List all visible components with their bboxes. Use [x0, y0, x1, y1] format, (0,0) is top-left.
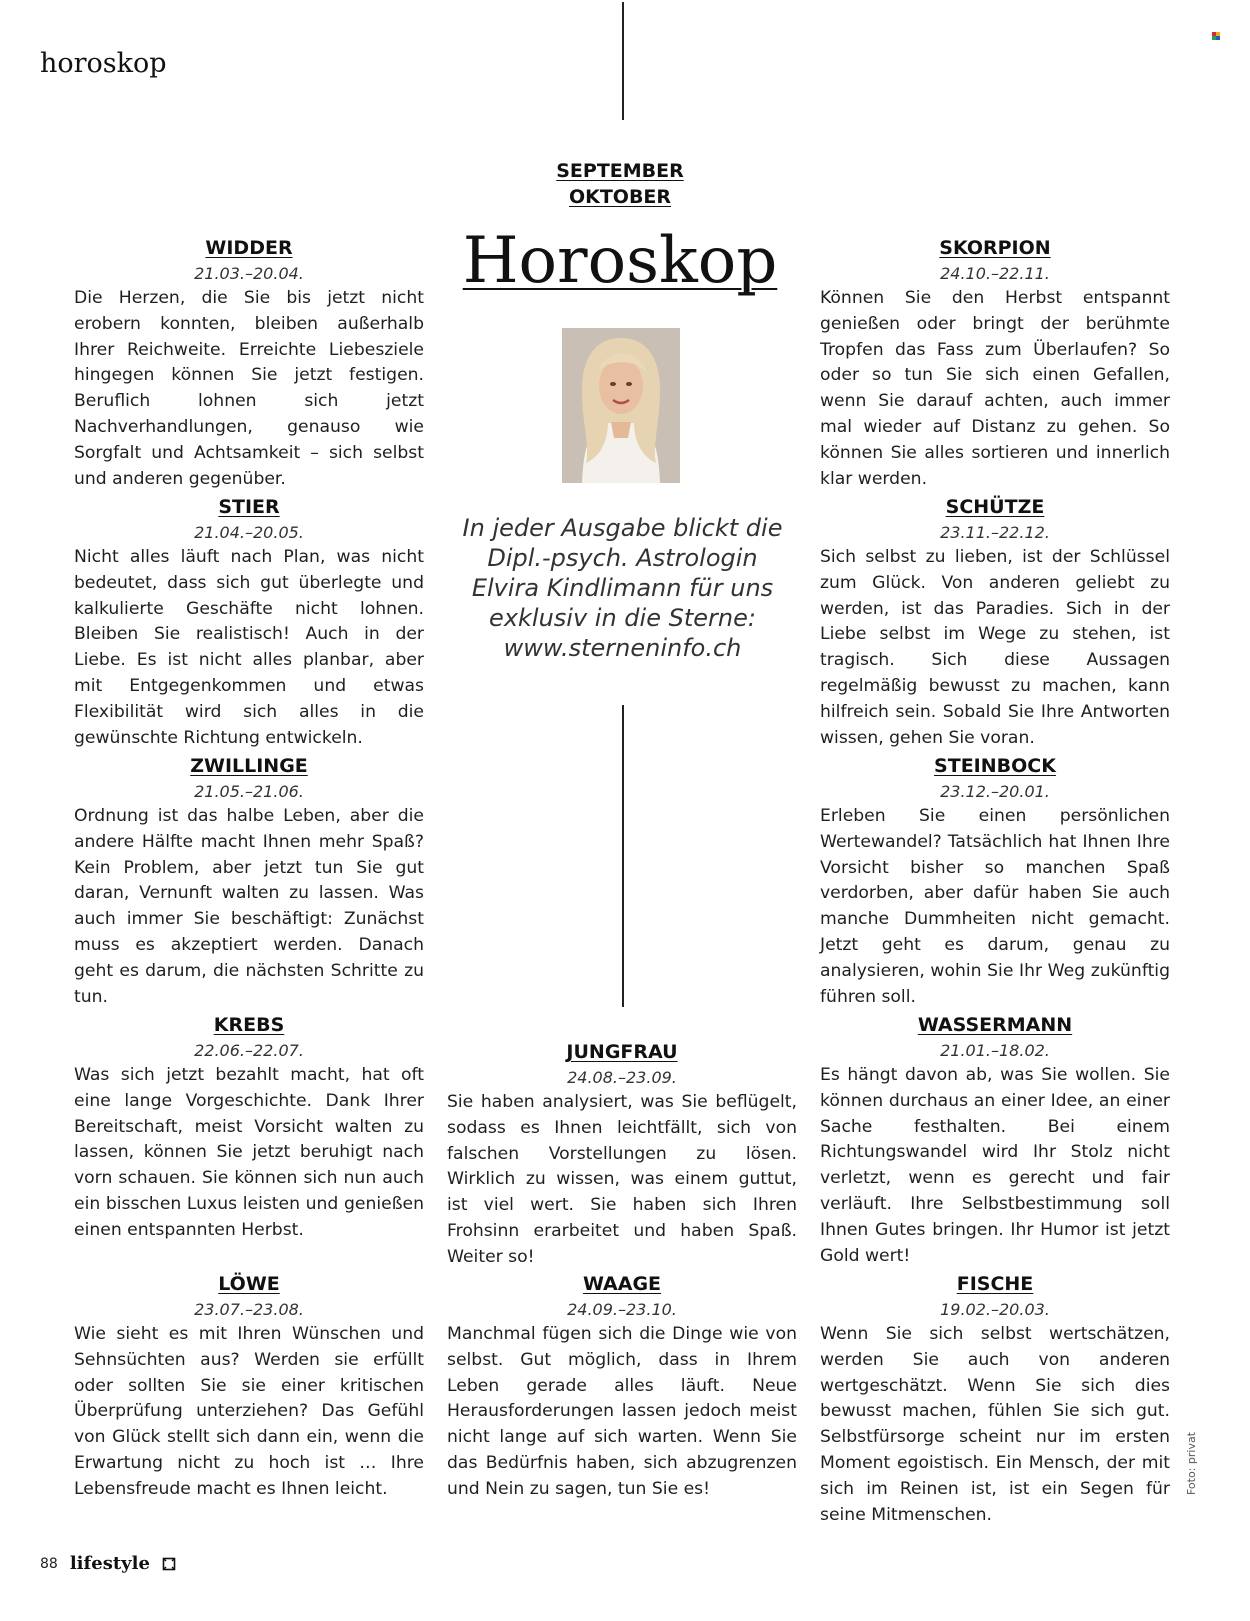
intro-line: In jeder Ausgabe blickt die: [462, 514, 783, 542]
month-heading: [470, 158, 770, 210]
sign-text: Nicht alles läuft nach Plan, was nicht bedeutet, dass sich gut überlegte und kalkulierte Geschäfte nicht lohnen. Bleiben Sie realistisch! Auch in der Liebe. Es ist nicht alles planbar, aber mit Entgegenkommen und etwas Flexibilität wird sich alles in die gewünschte Richtung entwickeln.: [74, 547, 424, 748]
magazine-brand: lifestyle: [69, 1553, 150, 1574]
sign-name: JUNGFRAU: [566, 1041, 678, 1063]
sign-stier: [74, 494, 424, 751]
intro-text: [445, 513, 800, 663]
page-title: Horoskop: [462, 224, 778, 298]
page-footer: [40, 1553, 176, 1574]
sign-date: 23.12.–20.01.: [940, 782, 1050, 801]
sign-date: 23.07.–23.08.: [194, 1300, 304, 1319]
sign-text: Wenn Sie sich selbst wertschätzen, werden Sie auch von anderen wertgeschätzt. Wenn Sie sich dies bewusst machen, fühlen Sie sich gut. Selbstfürsorge scheint nur im ersten Moment egoistisch. Ein Mensch, der mit sich im Reinen ist, ist ein Segen für seine Mitmenschen.: [820, 1324, 1170, 1525]
sign-name: SCHÜTZE: [945, 496, 1045, 518]
sign-name: WAAGE: [582, 1273, 662, 1295]
sign-waage: [447, 1271, 797, 1503]
section-label: horoskop: [40, 48, 167, 79]
sign-text: Wie sieht es mit Ihren Wünschen und Sehnsüchten aus? Werden sie erfüllt oder sollten Sie sie einer kritischen Überprüfung unterziehen? Das Gefühl von Glück stellt sich dann ein, wenn die Erwartung nicht zu hoch ist … Ihre Lebensfreude macht es Ihnen leicht.: [74, 1324, 424, 1499]
sign-date: 24.09.–23.10.: [567, 1300, 677, 1319]
sign-text: Sie haben analysiert, was Sie beflügelt, sodass es Ihnen leichtfällt, sich von falschen Vorstellungen zu lösen. Wirklich zu wissen, was einem guttut, ist viel wert. Sie haben sich Ihren Frohsinn erarbeitet und haben Spaß. Weiter so!: [447, 1092, 797, 1267]
sign-name: LÖWE: [218, 1273, 280, 1295]
sign-date: 24.10.–22.11.: [940, 264, 1050, 283]
sign-steinbock: [820, 753, 1170, 1010]
sign-text: Was sich jetzt bezahlt macht, hat oft eine lange Vorgeschichte. Dank Ihrer Bereitschaft, meist Vorsicht walten zu lassen, können Sie jetzt beruhigt nach vorn schauen. Sie können sich nun auch ein bisschen Luxus leisten und genießen einen entspannten Herbst.: [74, 1065, 424, 1240]
sign-skorpion: [820, 235, 1170, 492]
sign-date: 22.06.–22.07.: [194, 1041, 304, 1060]
sign-jungfrau: [447, 1039, 797, 1271]
sign-date: 21.05.–21.06.: [194, 782, 304, 801]
intro-website: www.sterneninfo.ch: [503, 634, 742, 662]
sign-text: Manchmal fügen sich die Dinge wie von selbst. Gut möglich, dass in Ihrem Leben gerade alles läuft. Neue Herausforderungen lassen jedoch meist nicht lange auf sich warten. Wenn Sie das Bedürfnis haben, sich abzugrenzen und Nein zu sagen, tun Sie es!: [447, 1324, 797, 1499]
sign-name: WASSERMANN: [917, 1014, 1073, 1036]
photo-credit: Foto: privat: [1185, 1431, 1198, 1495]
vertical-divider-middle: [622, 705, 624, 1007]
sign-zwillinge: [74, 753, 424, 1010]
sign-name: WIDDER: [205, 237, 293, 259]
sign-krebs: [74, 1012, 424, 1244]
sign-date: 23.11.–22.12.: [940, 523, 1050, 542]
intro-line: Elvira Kindlimann für uns: [471, 574, 774, 602]
sign-date: 21.03.–20.04.: [194, 264, 304, 283]
sign-text: Können Sie den Herbst entspannt genießen oder bringt der berühmte Tropfen das Fass zum Überlaufen? So oder so tun Sie sich einen Gefallen, wenn Sie darauf achten, auch immer mal wieder auf Distanz zu gehen. So können Sie alles sortieren und innerlich klar werden.: [820, 288, 1170, 489]
sign-date: 21.04.–20.05.: [194, 523, 304, 542]
sign-widder: [74, 235, 424, 492]
square-frame-icon: [162, 1557, 176, 1571]
intro-line: exklusiv in die Sterne:: [489, 604, 756, 632]
sign-name: STIER: [218, 496, 280, 518]
sign-name: ZWILLINGE: [190, 755, 308, 777]
sign-text: Erleben Sie einen persönlichen Wertewandel? Tatsächlich hat Ihnen Ihre Vorsicht bisher so manchen Spaß verdorben, aber dafür haben Sie auch manche Dummheiten nicht gemacht. Jetzt geht es darum, genau zu analysieren, wohin Sie Ihr Weg zukünftig führen soll.: [820, 806, 1170, 1007]
sign-fische: [820, 1271, 1170, 1528]
sign-name: FISCHE: [956, 1273, 1034, 1295]
sign-schuetze: [820, 494, 1170, 751]
intro-line: Dipl.-psych. Astrologin: [487, 544, 758, 572]
sign-name: KREBS: [213, 1014, 285, 1036]
sign-text: Sich selbst zu lieben, ist der Schlüssel zum Glück. Von anderen geliebt zu werden, ist das Paradies. Sich in der Liebe selbst im Wege zu stehen, ist tragisch. Sich diese Aussagen regelmäßig bewusst zu machen, kann hilfreich sein. Sobald Sie Ihre Antworten wissen, gehen Sie voran.: [820, 547, 1170, 748]
sign-name: STEINBOCK: [934, 755, 1056, 777]
astrologer-portrait: [562, 328, 680, 483]
sign-date: 21.01.–18.02.: [940, 1041, 1050, 1060]
sign-text: Ordnung ist das halbe Leben, aber die andere Hälfte macht Ihnen mehr Spaß? Kein Problem, aber jetzt tun Sie gut daran, Vernunft walten zu lassen. Was auch immer Sie beschäftigt: Zunächst muss es akzeptiert werden. Danach geht es darum, die nächsten Schritte zu tun.: [74, 806, 424, 1007]
sign-wassermann: [820, 1012, 1170, 1269]
sign-date: 19.02.–20.03.: [940, 1300, 1050, 1319]
vertical-divider-top: [622, 2, 624, 120]
month-2: OKTOBER: [568, 186, 672, 208]
sign-text: Die Herzen, die Sie bis jetzt nicht erobern konnten, bleiben außerhalb Ihrer Reichweite. Erreichte Liebesziele hingegen können Sie jetzt festigen. Beruflich lohnen sich jetzt Nachverhandlungen, genauso wie Sorgfalt und Achtsamkeit – sich selbst und anderen gegenüber.: [74, 288, 424, 489]
brand-dot-icon: [1212, 32, 1220, 40]
page-number: 88: [40, 1555, 58, 1572]
sign-date: 24.08.–23.09.: [567, 1068, 677, 1087]
sign-loewe: [74, 1271, 424, 1503]
month-1: SEPTEMBER: [556, 160, 684, 182]
sign-name: SKORPION: [939, 237, 1051, 259]
sign-text: Es hängt davon ab, was Sie wollen. Sie können durchaus an einer Idee, an einer Sache festhalten. Bei einem Richtungswandel wird Ihr Stolz nicht verletzt, wenn es gerecht und fair verläuft. Ihre Selbstbestimmung soll Ihnen Gutes bringen. Ihr Humor ist jetzt Gold wert!: [820, 1065, 1170, 1266]
